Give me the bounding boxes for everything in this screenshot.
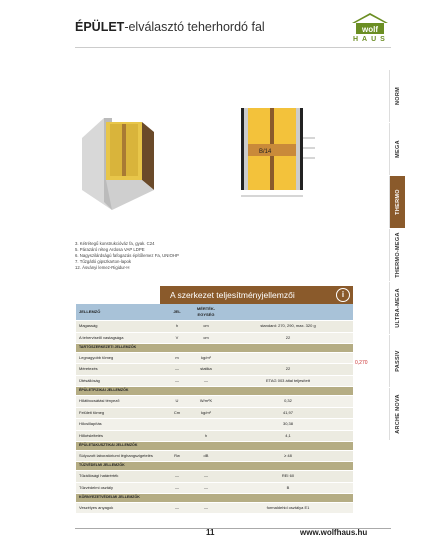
cell-symbol: Rw [174,452,180,458]
table-section-row: KÖRNYEZETVÉDELMI JELLEMZŐK [76,494,353,503]
cell-value: standard: 270, 290, max. 320 g [260,323,316,328]
cell-value: 4,1 [285,432,291,438]
column-header-symbol: JEL [173,309,181,314]
house-logo-icon [350,12,390,36]
cell-symbol: V [175,334,179,340]
table-row [76,396,353,408]
tab-ultra-mega[interactable]: ULTRA-MEGA [389,282,405,334]
table-row [76,376,353,388]
cell-unit: h [204,432,208,438]
material-legend [75,241,179,271]
table-section-row: TARTÓSZERKEZETI JELLEMZŐK [76,344,353,353]
legend-item: 3. Kétrétegű konstrukcióváz fa, gyak. C24 [75,241,155,246]
cell-value: 0,32 [284,397,292,403]
tab-norm[interactable]: NORM [389,70,405,122]
table-row [76,451,353,463]
cell-name: Hőcsillapítás [79,421,102,427]
legend-item: 12. Ásványi lemez-Rigidur-H [75,265,130,270]
cell-name: Tűzállósági határérték [79,472,119,478]
cell-value: 22 [285,334,291,340]
cell-value: 22 [285,366,291,372]
cell-name: Hőkésleltetés [79,432,104,438]
table-section-row: ÉPÜLETFIZIKAI JELLEMZŐK [76,387,353,396]
performance-heading-text: A szerkezet teljesítményjellemzői [170,290,295,300]
cell-symbol: m [175,354,179,360]
cell-symbol: — [175,377,179,383]
cell-symbol: Cm [173,409,181,415]
header-divider [75,47,391,48]
performance-table [76,304,353,514]
side-note: 0,270 [355,360,368,366]
cell-symbol: h [175,323,179,328]
performance-heading [160,286,353,304]
table-row [76,321,353,333]
cell-symbol: — [175,504,179,510]
cell-unit: statika [200,366,212,372]
cell-unit: cm [203,334,209,340]
wall-section-drawing [237,108,317,200]
cell-value: REI 60 [281,472,295,478]
table-row [76,408,353,420]
cell-symbol: — [175,366,179,372]
cell-name: A teherviselő vastagsága [79,334,124,340]
cell-unit: — [204,472,208,478]
website-url[interactable]: www.wolfhaus.hu [300,528,368,537]
cell-name: Legnagyobb tömeg [79,354,114,360]
page-number: 11 [206,528,215,537]
cell-name: Ütésállóság [79,377,100,383]
table-row [76,333,353,345]
table-header-row [76,304,353,321]
cell-value: formaldehid osztálya E1 [266,504,310,510]
cell-name: Magasság [79,323,98,328]
cell-value: B [286,484,290,490]
table-row [76,471,353,483]
tab-passiv[interactable]: PASSIV [389,335,405,387]
table-row [76,353,353,365]
cell-value: ETAG 003 által teljesített [266,377,310,383]
tab-thermo-mega[interactable]: THERMO-MEGA [389,229,405,281]
column-header-unit: MÉRTÉK-EGYSÉG [196,306,216,317]
legend-item: 6. Nagyszilárdságú fafogazás építőlemez Fa, UNIOHP [75,253,179,258]
tab-mega[interactable]: MEGA [389,123,405,175]
cell-name: Felületi tömeg [79,409,105,415]
info-icon[interactable]: i [336,288,350,302]
cell-unit: — [204,484,208,490]
cell-unit: — [204,377,208,383]
cell-name: Méretezés [79,366,98,372]
svg-text:wolf: wolf [362,25,378,34]
tab-arche-nova[interactable]: ARCHE NOVA [389,388,405,440]
cell-symbol: — [175,472,179,478]
page-title: ÉPÜLET-elválasztó teherhordó fal [75,20,265,34]
table-row [76,419,353,431]
table-section-row: TŰZVÉDELMI JELLEMZŐK [76,462,353,471]
wolf-haus-logo[interactable] [350,12,390,46]
cell-value: 41,97 [282,409,293,415]
cell-unit: cm [203,323,209,328]
tab-thermo[interactable]: THERMO [389,176,405,228]
cell-name: Veszélyes anyagok [79,504,114,510]
table-row [76,431,353,443]
cell-unit: — [204,504,208,510]
cell-value: ≥ 48 [284,452,292,458]
cell-symbol: U [175,397,179,403]
cell-name: Hőátbocsátási tényező [79,397,120,403]
table-row [76,503,353,515]
legend-item: 7. Tűzgátló gipszkarton-lapok [75,259,132,264]
wall-3d-render-image [82,118,162,210]
cell-unit: dB [203,452,209,458]
cell-unit: kg/m² [201,409,211,415]
cell-unit: W/m²K [199,397,213,403]
column-header-name: JELLEMZŐ [79,309,101,314]
legend-item: 5. Párazáró réteg Ardosa VAP LDPE [75,247,145,252]
product-line-tabs [389,70,405,441]
cell-symbol: — [175,484,179,490]
table-row [76,483,353,495]
cell-unit: kg/m² [201,354,211,360]
svg-text:B/14: B/14 [259,149,272,155]
table-row [76,364,353,376]
logo-subtitle: HAUS [353,36,389,43]
cell-name: Tűzvédelmi osztály [79,484,114,490]
cell-name: Súlyozott laboratóriumi léghangszigetelés [79,452,153,458]
cell-value: 30,38 [282,421,293,427]
table-section-row: ÉPÜLETAKUSZTIKAI JELLEMZŐK [76,442,353,451]
